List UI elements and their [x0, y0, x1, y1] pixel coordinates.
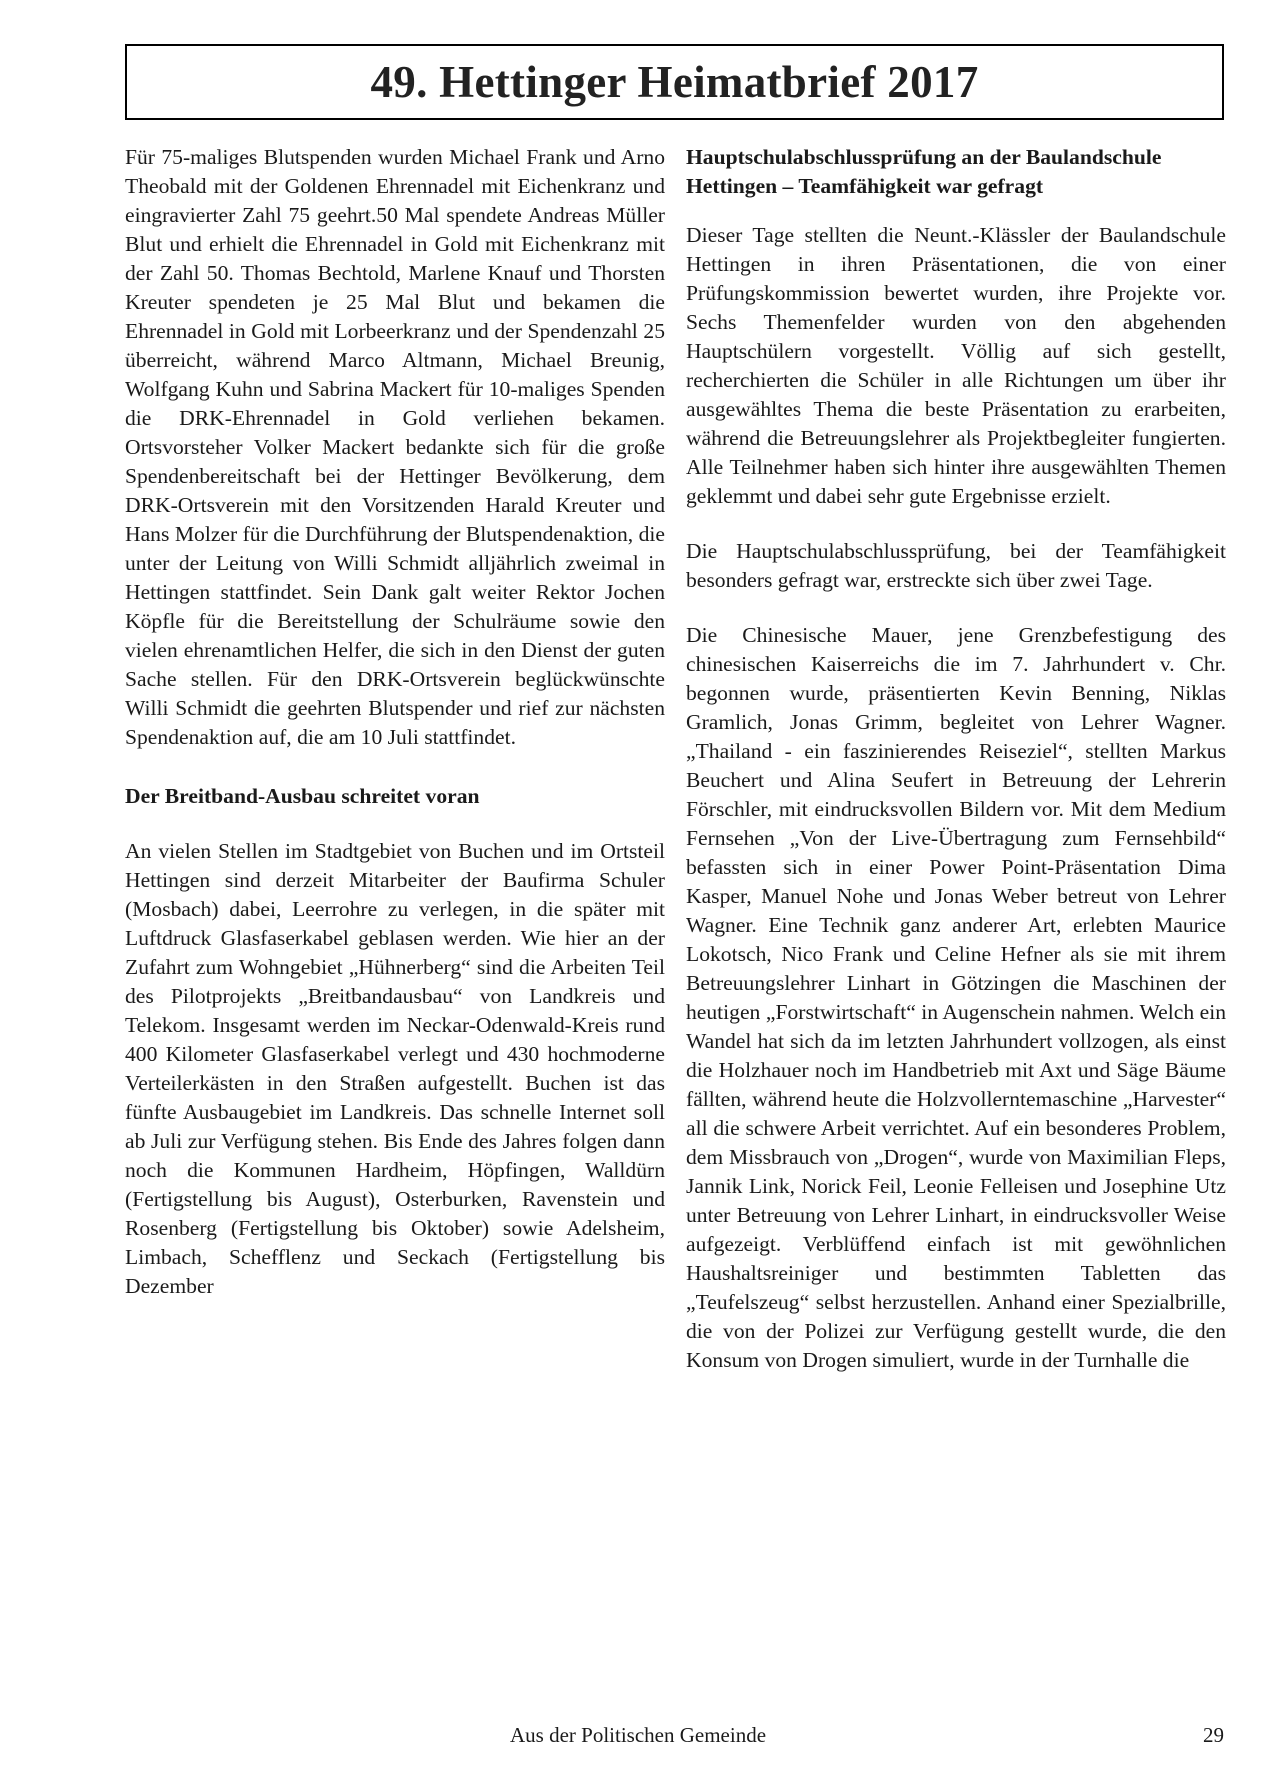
exam-heading: Hauptschulabschlussprüfung an der Baulandschule Hettingen – Teamfähigkeit war gefragt: [686, 145, 1162, 198]
exam-paragraph-3: Die Chinesische Mauer, jene Grenzbefestigung des chinesischen Kaiserreichs die im 7. Jahrhundert v. Chr. begonnen wurde, präsentierten Kevin Benning, Niklas Gramlich, Jonas Grimm, begleitet von Lehrer Wagner. „Thailand - ein faszinierendes Reiseziel“, stellten Markus Beuchert und Alina Seufert in Betreuung der Lehrerin Förschler, mit eindrucksvollen Bildern vor. Mit dem Medium Fernsehen „Von der Live-Übertragung zum Fernsehbild“ befassten sich in einer Power Point-Präsentation Dima Kasper, Manuel Nohe und Jonas Weber betreut von Lehrer Wagner. Eine Technik ganz anderer Art, erlebten Maurice Lokotsch, Nico Frank und Celine Hefner als sie mit ihrem Betreuungslehrer Linhart in Götzingen die Maschinen der heutigen „Forstwirtschaft“ in Augenschein nahmen. Welch ein Wandel hat sich da im letzten Jahrhundert vollzogen, als einst die Holzhauer noch im Handbetrieb mit Axt und Säge Bäume fällten, während heute die Holzvollerntemaschine „Harvester“ all die schwere Arbeit verrichtet. Auf ein besonderes Problem, dem Missbrauch von „Drogen“, wurde von Maximilian Fleps, Jannik Link, Norick Feil, Leonie Felleisen und Josephine Utz unter Betreuung von Lehrer Linhart, in eindrucksvoller Weise aufgezeigt. Verblüffend einfach ist mit gewöhnlichen Haushaltsreiniger und bestimmten Tabletten das „Teufelszeug“ selbst herzustellen. Anhand einer Spezialbrille, die von der Polizei zur Verfügung gestellt wurde, die den Konsum von Drogen simuliert, wurde in der Turnhalle die: [686, 623, 1226, 1372]
blood-donation-paragraph: Für 75-maliges Blutspenden wurden Michael Frank und Arno Theobald mit der Goldenen Ehrennadel mit Eichenkranz und eingravierter Zahl 75 geehrt.50 Mal spendete Andreas Müller Blut und erhielt die Ehrennadel in Gold mit Eichenkranz mit der Zahl 50. Thomas Bechtold, Marlene Knauf und Thorsten Kreuter spendeten je 25 Mal Blut und bekamen die Ehrennadel in Gold mit Lorbeerkranz und der Spendenzahl 25 überreicht, während Marco Altmann, Michael Breunig, Wolfgang Kuhn und Sabrina Mackert für 10-maliges Spenden die DRK-Ehrennadel in Gold verliehen bekamen. Ortsvorsteher Volker Mackert bedankte sich für die große Spendenbereitschaft bei der Hettinger Bevölkerung, dem DRK-Ortsverein mit den Vorsitzenden Harald Kreuter und Hans Molzer für die Durchführung der Blutspendenaktion, die unter der Leitung von Willi Schmidt alljährlich zweimal in Hettingen stattfindet. Sein Dank galt weiter Rektor Jochen Köpfle für die Bereitstellung der Schulräume sowie den vielen ehrenamtlichen Helfer, die sich in den Dienst der guten Sache stellen. Für den DRK-Ortsverein beglückwünschte Willi Schmidt die geehrten Blutspender und rief zur nächsten Spendenaktion auf, die am 10 Juli stattfindet.: [125, 145, 665, 749]
left-column: [125, 143, 665, 1327]
right-column: [686, 143, 1226, 1401]
page-title: 49. Hettinger Heimatbrief 2017: [370, 57, 979, 107]
page-number: 29: [1203, 1723, 1224, 1747]
broadband-paragraph: An vielen Stellen im Stadtgebiet von Buchen und im Ortsteil Hettingen sind derzeit Mitarbeiter der Baufirma Schuler (Mosbach) dabei, Leerrohre zu verlegen, in die später mit Luftdruck Glasfaserkabel geblasen werden. Wie hier an der Zufahrt zum Wohngebiet „Hühnerberg“ sind die Arbeiten Teil des Pilotprojekts „Breitbandausbau“ von Landkreis und Telekom. Insgesamt werden im Neckar-Odenwald-Kreis rund 400 Kilometer Glasfaserkabel verlegt und 430 hochmoderne Verteilerkästen in den Straßen aufgestellt. Buchen ist das fünfte Ausbaugebiet im Landkreis. Das schnelle Internet soll ab Juli zur Verfügung stehen. Bis Ende des Jahres folgen dann noch die Kommunen Hardheim, Höpfingen, Walldürn (Fertigstellung bis August), Osterburken, Ravenstein und Rosenberg (Fertigstellung bis Oktober) sowie Adelsheim, Limbach, Schefflenz und Seckach (Fertigstellung bis Dezember: [125, 839, 665, 1298]
broadband-heading: Der Breitband-Ausbau schreitet voran: [125, 784, 480, 808]
footer-section-label: Aus der Politischen Gemeinde: [509, 1723, 767, 1747]
header-box: [125, 44, 1224, 120]
exam-paragraph-2: Die Hauptschulabschlussprüfung, bei der Teamfähigkeit besonders gefragt war, erstreckte sich über zwei Tage.: [686, 539, 1226, 592]
exam-paragraph-1: Dieser Tage stellten die Neunt.-Klässler der Baulandschule Hettingen in ihren Präsentationen, die von einer Prüfungskommission bewertet wurden, ihre Projekte vor. Sechs Themenfelder wurden von den abgehenden Hauptschülern vorgestellt. Völlig auf sich gestellt, recherchierten die Schüler in alle Richtungen um über ihr ausgewähltes Thema die beste Präsentation zu erarbeiten, während die Betreuungslehrer als Projektbegleiter fungierten. Alle Teilnehmer haben sich hinter ihre ausgewählten Themen geklemmt und dabei sehr gute Ergebnisse erzielt.: [686, 223, 1226, 508]
